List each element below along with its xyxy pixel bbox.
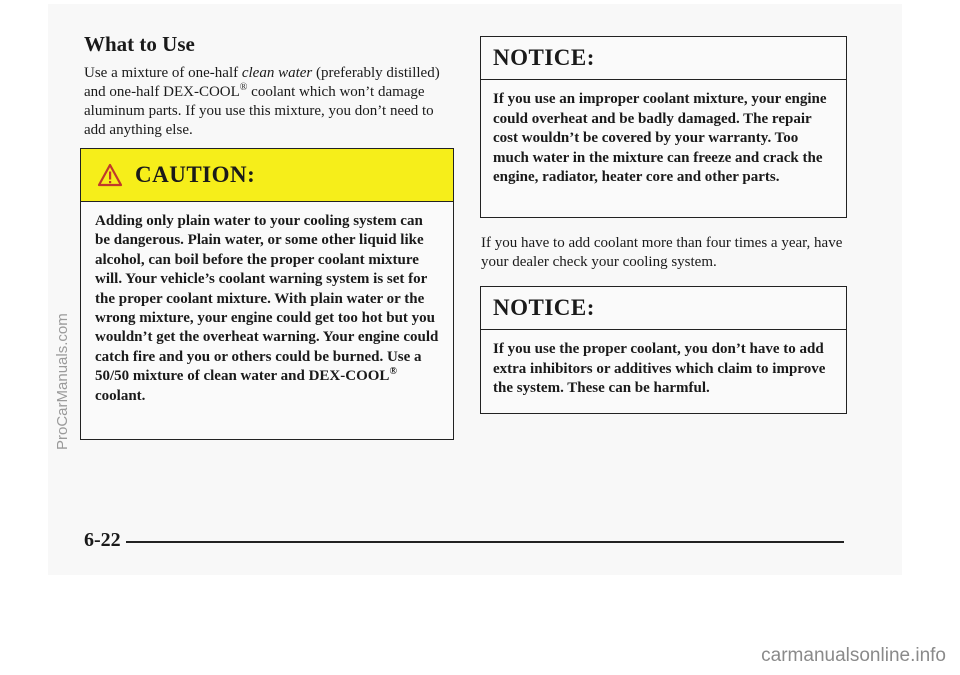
footer-rule — [126, 541, 844, 543]
footer-watermark: carmanualsonline.info — [761, 645, 946, 666]
notice-text: If you use an improper coolant mixture, your engine could overheat and be badly damaged. The repair cost wouldn’t be covered by your warranty. Too much water in the mixture can freeze and crack the engine, radiator, heater core and other parts. — [493, 91, 827, 185]
section-heading: What to Use — [84, 32, 195, 56]
notice-title: NOTICE: — [481, 37, 846, 80]
caution-header — [81, 149, 453, 202]
caution-title: CAUTION: — [135, 162, 256, 187]
page-number: 6-22 — [84, 529, 121, 551]
notice-box-mixture — [480, 36, 847, 218]
side-watermark: ProCarManuals.com — [54, 313, 71, 450]
coolant-frequency-paragraph: If you have to add coolant more than four times a year, have your dealer check your cooling system. — [481, 235, 843, 270]
notice-title: NOTICE: — [481, 287, 846, 330]
intro-paragraph: Use a mixture of one-half clean water (preferably distilled) and one-half DEX-COOL® coolant which won’t damage aluminum parts. If you use this mixture, you don’t need to add anything else. — [84, 65, 440, 138]
warning-triangle-icon — [97, 163, 123, 187]
notice-text: If you use the proper coolant, you don’t have to add extra inhibitors or additives which claim to improve the system. These can be harmful. — [493, 341, 826, 396]
caution-box — [80, 148, 454, 440]
caution-text: Adding only plain water to your cooling system can be dangerous. Plain water, or some other liquid like alcohol, can boil before the proper coolant mixture will. Your vehicle’s coolant warning system is set for the proper coolant mixture. With plain water or the wrong mixture, your engine could get too hot but you wouldn’t get the overheat warning. Your engine could catch fire and you or others could be burned. Use a 50/50 mixture of clean water and DEX-COOL® coolant. — [95, 213, 439, 404]
notice-box-additives — [480, 286, 847, 414]
